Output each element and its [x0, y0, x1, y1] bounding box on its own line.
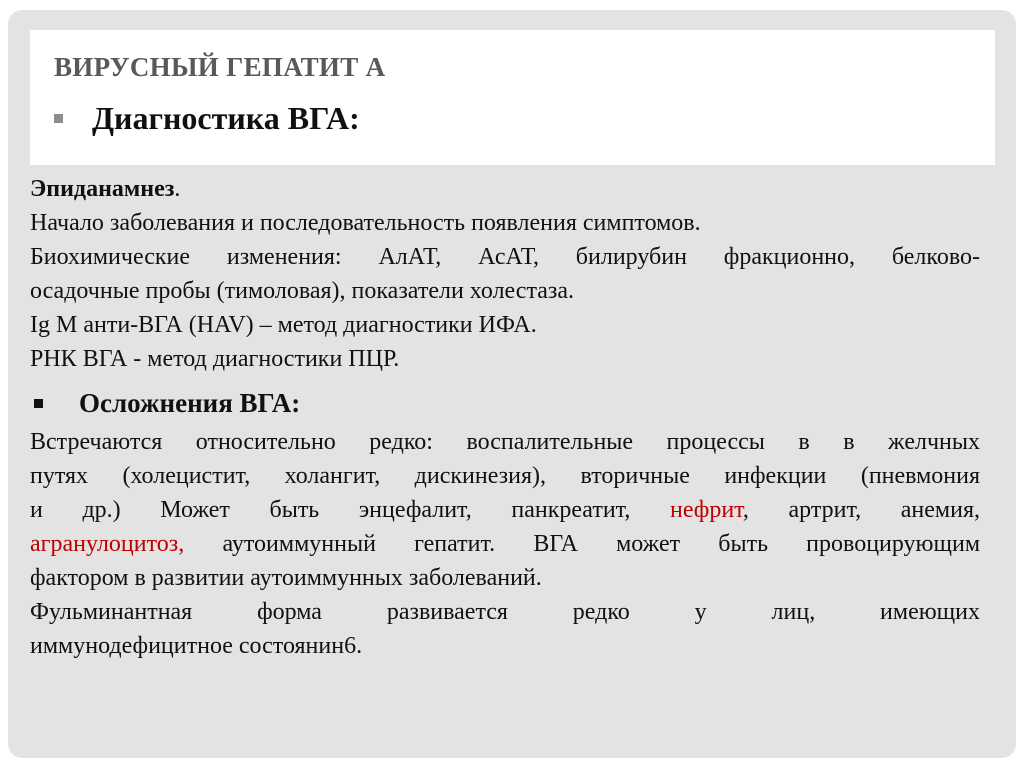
complications-text — [30, 425, 980, 663]
complication-line: Встречаются относительно редко: воспалительные процессы в в желчных — [30, 429, 980, 455]
diagnostic-line: Начало заболевания и последовательность появления симптомов. — [30, 210, 701, 236]
complication-line: путях (холецистит, холангит, дискинезия), вторичные инфекции (пневмония — [30, 463, 980, 489]
diagnostic-line: Биохимические изменения: АлАТ, АсАТ, билирубин фракционно, белково- — [30, 244, 980, 270]
text: и др.) Может быть энцефалит, панкреатит, — [30, 497, 631, 523]
bullet-icon — [54, 114, 63, 123]
complication-line: фактором в развитии аутоиммунных заболеваний. — [30, 565, 542, 591]
complication-line — [30, 527, 980, 561]
complication-line: иммунодефицитное состоянин6. — [30, 633, 363, 659]
diagnostic-line: Ig M анти-ВГА (HAV) – метод диагностики ИФА. — [30, 312, 537, 338]
diagnostic-line — [30, 172, 980, 206]
slide-subtitle: Диагностика ВГА: — [92, 100, 360, 136]
complication-line: Фульминантная форма развивается редко у лиц, имеющих — [30, 599, 980, 625]
period: . — [174, 176, 181, 202]
diagnostic-line: РНК ВГА - метод диагностики ПЦР. — [30, 346, 400, 372]
diagnostics-list — [30, 172, 980, 376]
text: аутоиммунный гепатит. ВГА может быть провоцирующим — [222, 531, 980, 557]
text: , артрит, анемия, — [742, 497, 980, 523]
highlight-nephritis: нефрит — [670, 497, 743, 523]
bullet-icon — [34, 399, 43, 408]
epid-label: Эпиданамнез — [30, 176, 175, 202]
complications-heading — [30, 388, 300, 419]
slide-title: ВИРУСНЫЙ ГЕПАТИТ А — [54, 52, 386, 82]
complication-line — [30, 493, 980, 527]
diagnostic-line: осадочные пробы (тимоловая), показатели холестаза. — [30, 278, 575, 304]
complications-heading-text: Осложнения ВГА: — [79, 388, 301, 418]
highlight-agranulocytosis: агранулоцитоз, — [30, 531, 185, 557]
title-box — [30, 30, 995, 165]
